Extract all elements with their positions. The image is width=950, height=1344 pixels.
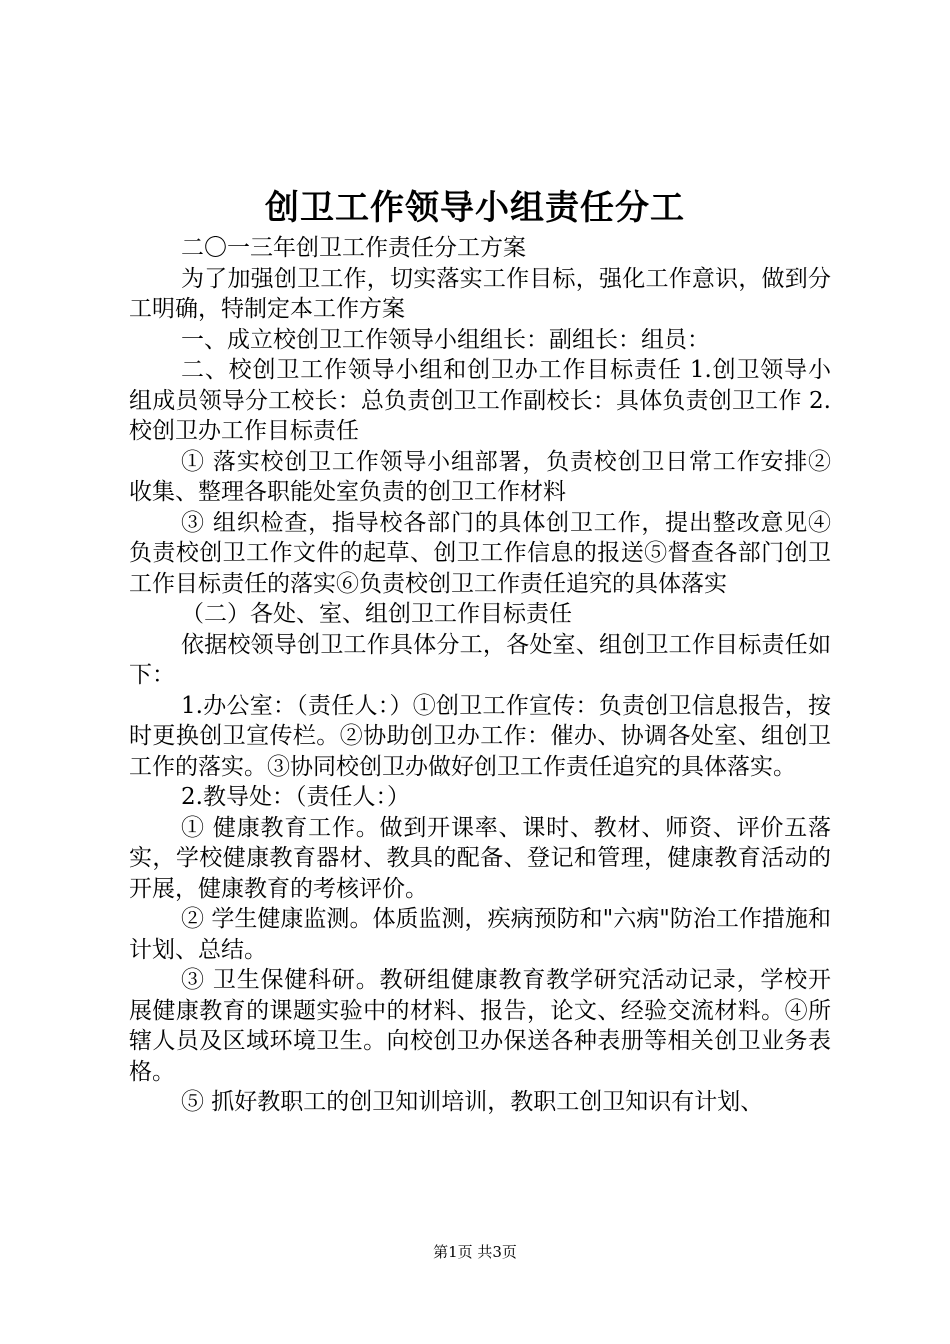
- paragraph: 依据校领导创卫工作具体分工，各处室、组创卫工作目标责任如下：: [129, 631, 831, 688]
- document-title: 创卫工作领导小组责任分工: [265, 188, 685, 228]
- paragraph: 一、成立校创卫工作领导小组组长：副组长：组员：: [181, 326, 710, 353]
- paragraph: ② 学生健康监测。体质监测，疾病预防和"六病"防治工作措施和计划、总结。: [129, 906, 831, 963]
- paragraph: ③ 卫生保健科研。教研组健康教育教学研究活动记录，学校开展健康教育的课题实验中的材料、报告，论文、经验交流材料。④所辖人员及区域环境卫生。向校创卫办保送各种表册等相关创卫业务表格。: [129, 967, 831, 1085]
- paragraph: ⑤ 抓好教职工的创卫知训培训，教职工创卫知识有计划、: [181, 1089, 764, 1115]
- paragraph: ③ 组织检查，指导校各部门的具体创卫工作，提出整改意见④负责校创卫工作文件的起草、创卫工作信息的报送⑤督查各部门创卫工作目标责任的落实⑥负责校创卫工作责任追究的具体落实: [129, 509, 831, 597]
- page-footer: 第1页 共3页: [433, 1243, 517, 1261]
- paragraph: 1.办公室：（责任人：）①创卫工作宣传：负责创卫信息报告，按时更换创卫宣传栏。②协助创卫办工作：催办、协调各处室、组创卫工作的落实。③协同校创卫办做好创卫工作责任追究的具体落实。: [129, 692, 831, 780]
- paragraph: 2.教导处：（责任人：）: [181, 784, 410, 810]
- paragraph: 为了加强创卫工作，切实落实工作目标，强化工作意识，做到分工明确，特制定本工作方案: [129, 265, 831, 322]
- paragraph: ① 落实校创卫工作领导小组部署，负责校创卫日常工作安排②收集、整理各职能处室负责的创卫工作材料: [129, 448, 831, 505]
- paragraph: 二、校创卫工作领导小组和创卫办工作目标责任 1.创卫领导小组成员领导分工校长：总负责创卫工作副校长：具体负责创卫工作 2.校创卫办工作目标责任: [129, 357, 831, 444]
- paragraph: 二〇一三年创卫工作责任分工方案: [181, 235, 526, 261]
- paragraph: ① 健康教育工作。做到开课率、课时、教材、师资、评价五落实，学校健康教育器材、教具的配备、登记和管理，健康教育活动的开展，健康教育的考核评价。: [129, 814, 831, 902]
- document-body: [129, 233, 831, 1118]
- paragraph: （二）各处、室、组创卫工作目标责任: [181, 601, 572, 627]
